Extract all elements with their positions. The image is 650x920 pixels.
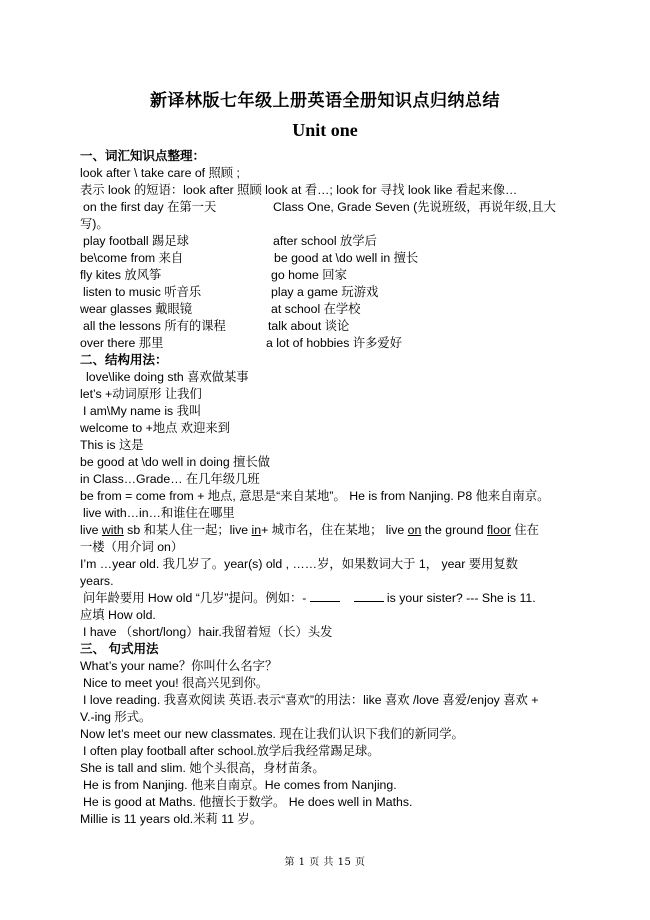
text-line: be from = come from + 地点, 意思是“来自某地”。 He is from Nanjing. P8 他来自南京。 xyxy=(80,489,550,503)
text-line: He is good at Maths. 他擅长于数学。 He does well in Maths. xyxy=(83,795,413,809)
text-line: be good at \do well in doing 擅长做 xyxy=(80,455,271,469)
phrase-right: at school 在学校 xyxy=(271,302,361,316)
text-span: 问年龄要用 How old “几岁”提问。例如：- xyxy=(83,591,310,605)
text-line: He is from Nanjing. 他来自南京。He comes from Nanjing. xyxy=(83,778,397,792)
text-line: Now let’s meet our new classmates. 现在让我们认识下我们的新同学。 xyxy=(80,727,464,741)
text-span: the ground xyxy=(421,523,487,537)
phrase-right: play a game 玩游戏 xyxy=(271,285,379,299)
phrase-right: talk about 谈论 xyxy=(268,319,350,333)
phrase-left: wear glasses 戴眼镜 xyxy=(80,302,193,316)
text-line: Millie is 11 years old.米莉 11 岁。 xyxy=(80,812,263,826)
text-line: 应填 How old. xyxy=(80,608,156,622)
text-line-live-usage xyxy=(80,522,539,539)
text-line: I love reading. 我喜欢阅读 英语.表示“喜欢”的用法：like 喜欢 /love 喜爱/enjoy 喜欢 + xyxy=(83,693,539,707)
text-line: Nice to meet you! 很高兴见到你。 xyxy=(83,676,269,690)
phrase-right: go home 回家 xyxy=(271,268,347,282)
text-line: What’s your name？你叫什么名字？ xyxy=(80,659,278,673)
fill-in-blank xyxy=(310,591,340,602)
text-line: I have （short/long）hair.我留着短（长）头发 xyxy=(83,625,333,639)
document-title: 新译林版七年级上册英语全册知识点归纳总结 xyxy=(150,91,500,111)
phrase-left: be\come from 来自 xyxy=(80,251,184,265)
text-line: 写)。 xyxy=(80,217,109,231)
text-span: sb 和某人住一起；live xyxy=(123,523,252,537)
text-line: She is tall and slim. 她个头很高，身材苗条。 xyxy=(80,761,325,775)
phrase-left: listen to music 听音乐 xyxy=(83,285,202,299)
phrase-left: fly kites 放风筝 xyxy=(80,268,162,282)
text-line: look after \ take care of 照顾 ; xyxy=(80,166,240,180)
text-line: welcome to +地点 欢迎来到 xyxy=(80,421,230,435)
phrase-right: a lot of hobbies 许多爱好 xyxy=(266,336,403,350)
underlined-word: in xyxy=(251,523,262,537)
text-line: V.-ing 形式。 xyxy=(80,710,152,724)
section-heading-sentences: 三、 句式用法 xyxy=(80,642,159,656)
text-line: This is 这是 xyxy=(80,438,144,452)
text-line: I often play football after school.放学后我经常踢足球。 xyxy=(83,744,380,758)
phrase-left: all the lessons 所有的课程 xyxy=(83,319,226,333)
text-line: I’m …year old. 我几岁了。year(s) old , ……岁，如果数词大于 1， year 要用复数 xyxy=(80,557,518,571)
phrase-right: be good at \do well in 擅长 xyxy=(274,251,419,265)
text-line: I am\My name is 我叫 xyxy=(83,404,202,418)
page-footer: 第 1 页 共 15 页 xyxy=(284,857,366,868)
text-span: + 城市名，住在某地； live xyxy=(261,523,408,537)
phrase-left: play football 踢足球 xyxy=(83,234,189,248)
text-span: 住在 xyxy=(510,523,539,537)
text-line: 表示 look 的短语：look after 照顾 look at 看…; look for 寻找 look like 看起来像… xyxy=(80,183,518,197)
text-span: is your sister? --- She is 11. xyxy=(383,591,536,605)
text-line: live with…in…和谁住在哪里 xyxy=(83,506,235,520)
text-span: live xyxy=(80,523,102,537)
underlined-word: on xyxy=(407,523,422,537)
unit-heading: Unit one xyxy=(292,120,358,140)
section-heading-structures: 二、结构用法： xyxy=(80,353,168,367)
text-line: years. xyxy=(80,574,114,588)
phrase-right: after school 放学后 xyxy=(273,234,377,248)
text-line: 一楼（用介词 on） xyxy=(80,540,184,554)
text-line: Class One, Grade Seven (先说班级，再说年级,且大 xyxy=(273,200,556,214)
fill-in-blank xyxy=(354,591,384,602)
underlined-word: with xyxy=(101,523,124,537)
phrase-left: over there 那里 xyxy=(80,336,164,350)
text-line: on the first day 在第一天 xyxy=(83,200,217,214)
section-heading-vocabulary: 一、词汇知识点整理： xyxy=(80,149,206,163)
text-line: love\like doing sth 喜欢做某事 xyxy=(86,370,249,384)
text-line: let’s +动词原形 让我们 xyxy=(80,387,202,401)
text-line: in Class…Grade… 在几年级几班 xyxy=(80,472,260,486)
text-line-blanks xyxy=(83,590,536,607)
underlined-word: floor xyxy=(487,523,511,537)
